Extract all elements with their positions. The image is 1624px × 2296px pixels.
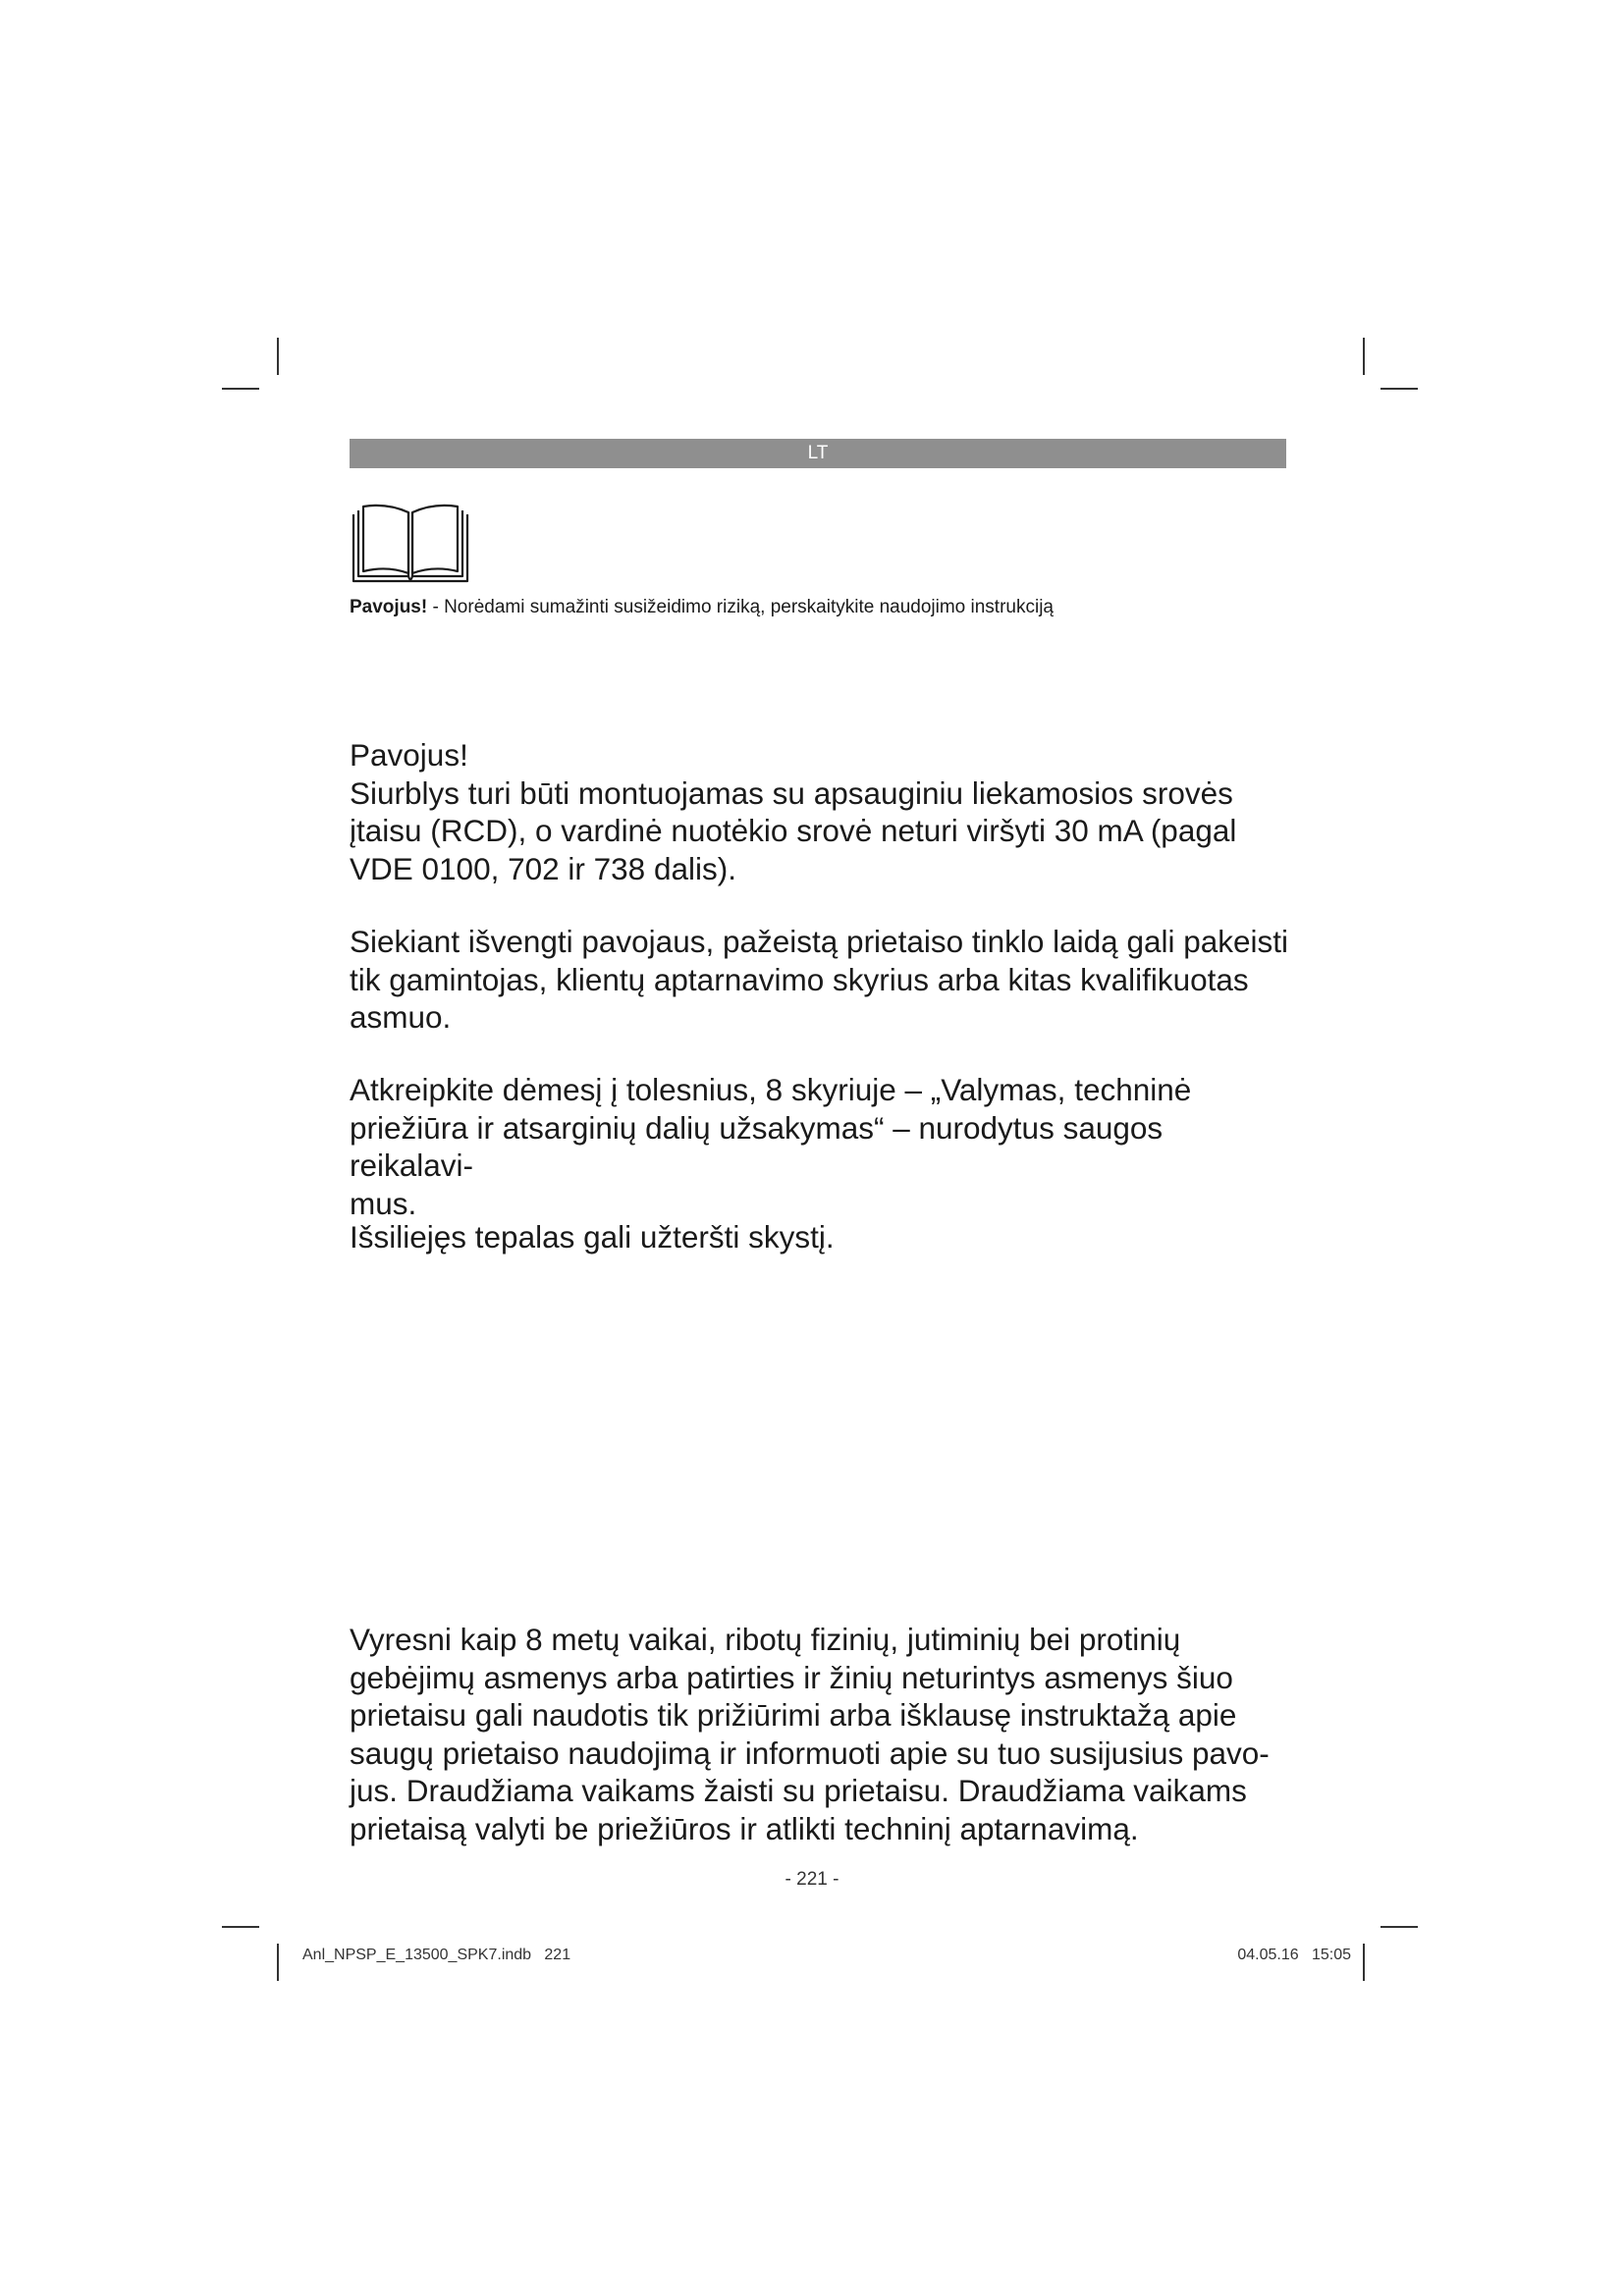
paragraph-line: saugų prietaiso naudojimą ir informuoti apie su tuo susijusius pavo- xyxy=(350,1735,1270,1771)
crop-mark-top-left-vertical xyxy=(277,338,279,375)
attention-paragraph xyxy=(350,1071,1292,1222)
paragraph-line: priežiūra ir atsarginių dalių užsakymas“ – nurodytus saugos reikalavi- xyxy=(350,1109,1164,1183)
crop-mark-bottom-right-vertical xyxy=(1363,1944,1365,1981)
danger-line: Siurblys turi būti montuojamas su apsauginiu liekamosios srovės xyxy=(350,774,1233,811)
warning-label: Pavojus! xyxy=(350,597,428,617)
crop-mark-bottom-left-horizontal xyxy=(222,1926,259,1928)
paragraph-line: Vyresni kaip 8 metų vaikai, ribotų fizinių, jutiminių bei protinių xyxy=(350,1622,1181,1657)
cable-replacement-paragraph xyxy=(350,923,1292,1037)
language-code: LT xyxy=(807,443,829,463)
paragraph-line: tik gamintojas, klientų aptarnavimo skyrius arba kitas kvalifikuotas xyxy=(350,961,1249,997)
danger-title: Pavojus! xyxy=(350,737,468,773)
danger-block xyxy=(350,736,1292,887)
open-book-icon xyxy=(350,503,471,585)
danger-line: VDE 0100, 702 ir 738 dalis). xyxy=(350,850,736,886)
paragraph-line: jus. Draudžiama vaikams žaisti su prietaisu. Draudžiama vaikams xyxy=(350,1773,1247,1808)
crop-mark-bottom-left-vertical xyxy=(277,1944,279,1981)
language-header-bar xyxy=(350,439,1286,468)
warning-notice xyxy=(350,595,1331,620)
paragraph-line: asmuo. xyxy=(350,999,452,1035)
crop-mark-top-right-horizontal xyxy=(1380,388,1418,390)
paragraph-line: prietaisu gali naudotis tik prižiūrimi arba išklausę instruktažą apie xyxy=(350,1697,1237,1733)
paragraph-line: Siekiant išvengti pavojaus, pažeistą prietaiso tinklo laidą gali pakeisti xyxy=(350,924,1289,959)
oil-paragraph xyxy=(350,1218,1292,1256)
crop-mark-bottom-right-horizontal xyxy=(1380,1926,1418,1928)
warning-text: - Norėdami sumažinti susižeidimo riziką, perskaitykite naudojimo instrukciją xyxy=(427,597,1054,617)
footer-file-name: Anl_NPSP_E_13500_SPK7.indb 221 xyxy=(302,1947,571,1963)
paragraph-line: Išsiliejęs tepalas gali užteršti skystį. xyxy=(350,1219,835,1255)
paragraph-line: Atkreipkite dėmesį į tolesnius, 8 skyriuje – „Valymas, techninė xyxy=(350,1072,1192,1107)
danger-line: įtaisu (RCD), o vardinė nuotėkio srovė neturi viršyti 30 mA (pagal xyxy=(350,813,1237,848)
footer-timestamp: 04.05.16 15:05 xyxy=(1237,1947,1351,1963)
crop-mark-top-left-horizontal xyxy=(222,388,259,390)
children-safety-paragraph xyxy=(350,1621,1292,1847)
crop-mark-top-right-vertical xyxy=(1363,338,1365,375)
paragraph-line: prietaisą valyti be priežiūros ir atlikti techninį aptarnavimą. xyxy=(350,1810,1139,1846)
paragraph-line: mus. xyxy=(350,1185,417,1221)
paragraph-line: gebėjimų asmenys arba patirties ir žinių neturintys asmenys šiuo xyxy=(350,1659,1233,1695)
page-number: - 221 - xyxy=(785,1869,839,1890)
